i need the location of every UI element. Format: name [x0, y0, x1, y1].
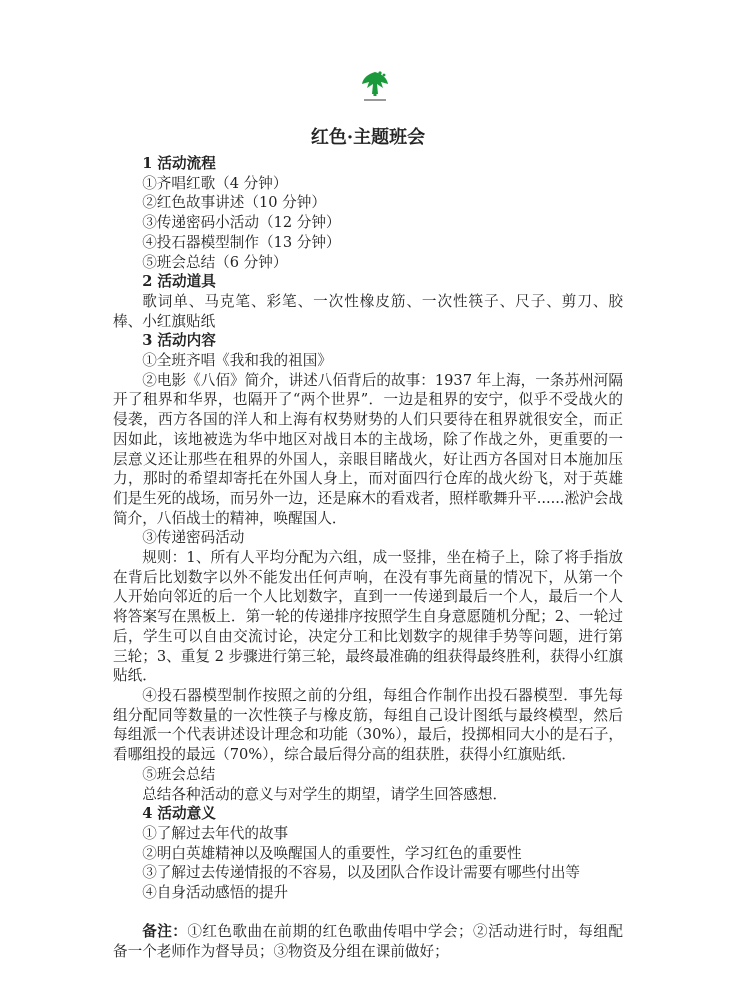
paragraph: 规则：1、所有人平均分配为六组，成一竖排，坐在椅子上，除了将手指放在背后比划数字以外不能发出任何声响，在没有事先商量的情况下，从第一个人开始向邻近的后一个人比划数字，直到一一传递到最后一个人，最后一个人将答案写在黑板上．第一轮的传递排序按照学生自身意愿随机分配；2、一轮过后，学生可以自由交流讨论，决定分工和比划数字的规律手势等问题，进行第三轮；3、重复 2 步骤进行第三轮，最终最准确的组获得最终胜利，获得小红旗贴纸．: [113, 549, 623, 685]
note-text: ①红色歌曲在前期的红色歌曲传唱中学会；②活动进行时，每组配备一个老师作为督导员；③物资及分组在课前做好；: [113, 923, 623, 961]
list-item: ①了解过去年代的故事: [142, 824, 289, 842]
logo-tree-icon: [358, 68, 392, 104]
paragraph: ⑤班会总结: [142, 765, 216, 783]
section-flow: [113, 154, 623, 272]
list-item: ⑤班会总结（6 分钟）: [142, 253, 288, 271]
spacer: [113, 903, 623, 923]
document-body: [113, 126, 623, 962]
section-content: [113, 331, 623, 804]
section-meaning: [113, 804, 623, 903]
list-item: ④自身活动感悟的提升: [142, 884, 289, 902]
paragraph: ①全班齐唱《我和我的祖国》: [142, 352, 332, 370]
section-heading: 3 活动内容: [142, 332, 216, 350]
section-heading: 4 活动意义: [142, 805, 216, 823]
list-item: ③了解过去传递情报的不容易，以及团队合作设计需要有哪些付出等: [142, 864, 581, 882]
note-label: 备注：: [142, 923, 188, 941]
list-item: ②红色故事讲述（10 分钟）: [142, 194, 326, 212]
paragraph: ③传递密码活动: [142, 529, 245, 547]
paragraph: 歌词单、马克笔、彩笔、一次性橡皮筋、一次性筷子、尺子、剪刀、胶棒、小红旗贴纸: [113, 292, 623, 330]
list-item: ③传递密码小活动（12 分钟）: [142, 214, 341, 232]
section-heading: 1 活动流程: [142, 155, 216, 172]
page-title: 红色·主题班会: [310, 127, 426, 148]
section-props: [113, 272, 623, 331]
paragraph: 总结各种活动的意义与对学生的期望，请学生回答感想．: [142, 785, 508, 803]
note: [113, 922, 623, 961]
list-item: ②明白英雄精神以及唤醒国人的重要性，学习红色的重要性: [142, 844, 522, 862]
list-item: ④投石器模型制作（13 分钟）: [142, 233, 341, 251]
list-item: ①齐唱红歌（4 分钟）: [142, 174, 288, 192]
paragraph: ④投石器模型制作按照之前的分组，每组合作制作出投石器模型．事先每组分配同等数量的一次性筷子与橡皮筋，每组自己设计图纸与最终模型，然后每组派一个代表讲述设计理念和功能（30%），最后，投掷相同大小的是石子，看哪组投的最远（70%），综合最后得分高的组获胜，获得小红旗贴纸．: [113, 686, 623, 764]
paragraph: ②电影《八佰》简介，讲述八佰背后的故事：1937 年上海，一条苏州河隔开了租界和华界，也隔开了“两个世界”．一边是租界的安宁，似乎不受战火的侵袭，西方各国的洋人和上海有权势财势的人们只要待在租界就很安全，而正因如此，该地被选为华中地区对战日本的主战场，除了作战之外，更重要的一层意义还让那些在租界的外国人，亲眼目睹战火，好让西方各国对日本施加压力，那时的希望却寄托在外国人身上，而对面四行仓库的战火纷飞，对于英雄们是生死的战场，而另外一边，还是麻木的看戏者，照样歌舞升平......淞沪会战简介，八佰战士的精神，唤醒国人．: [113, 371, 623, 527]
section-heading: 2 活动道具: [142, 273, 216, 291]
